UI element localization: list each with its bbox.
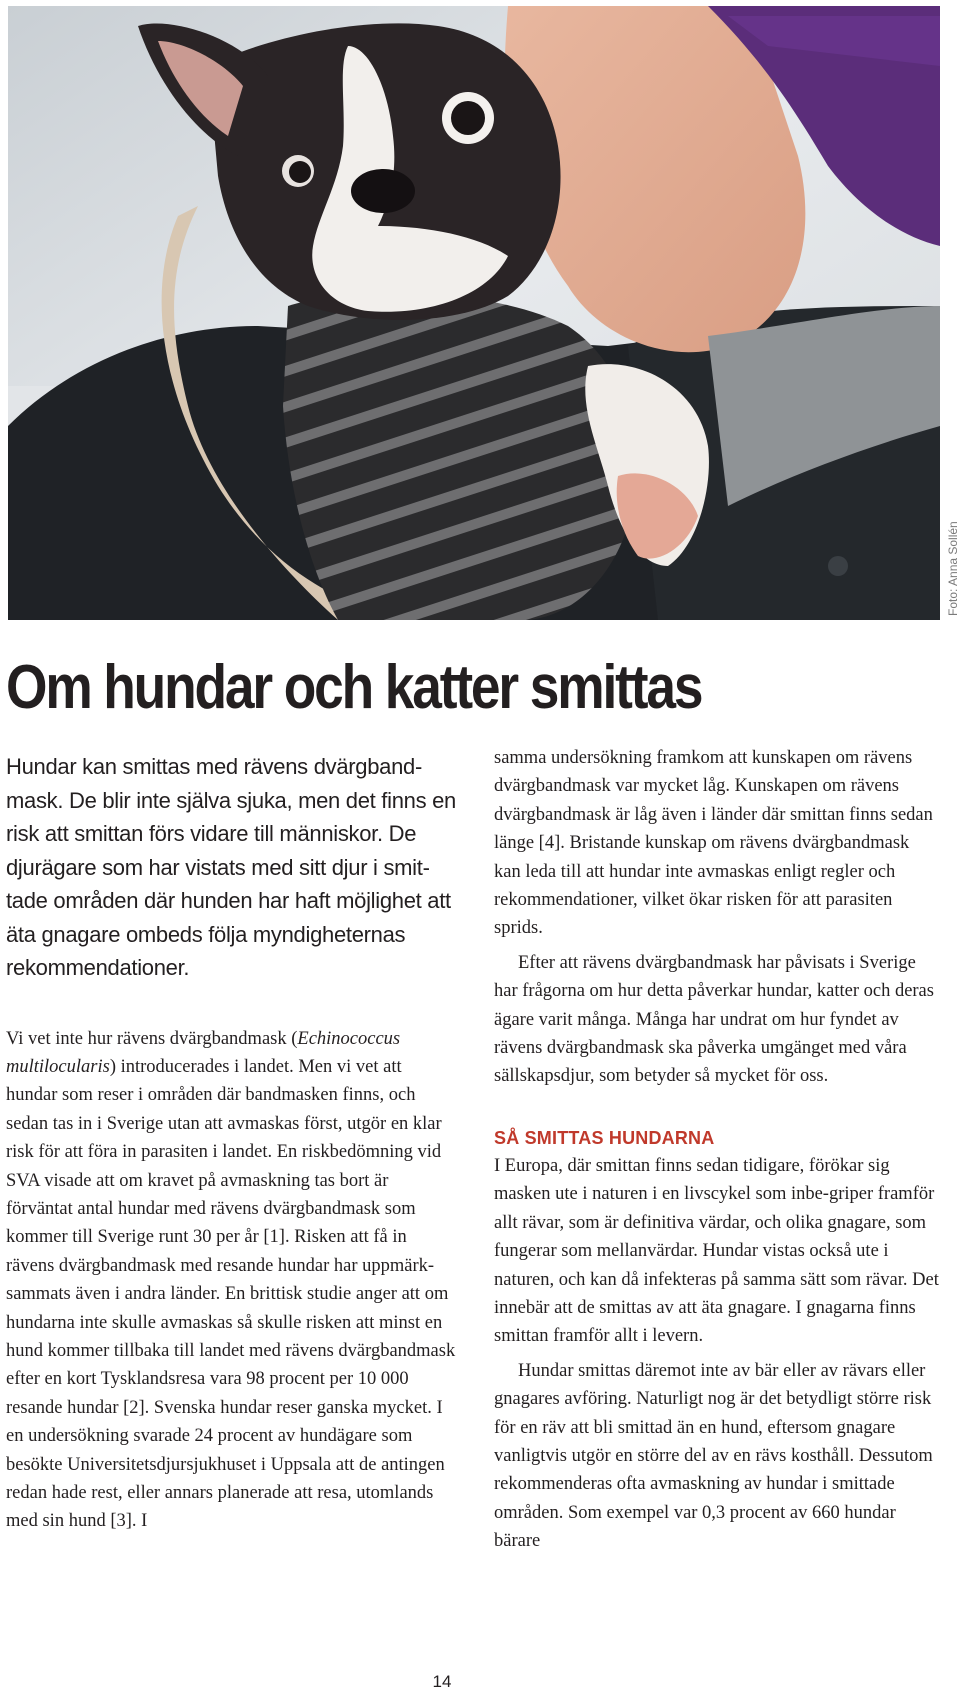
section-subheading: SÅ SMITTAS HUNDARNA xyxy=(494,1127,715,1148)
left-body-paragraph xyxy=(6,1025,456,1536)
right-paragraph-4: Hundar smittas däremot inte av bär eller av rävars eller gnagares avföring. Naturligt nog är det betydligt större risk för en räv att bli smittad än en hund, eftersom gnagare vanligtvis utgör en större del av en rävs kosthåll. Dessutom rekommenderas ofta avmaskning av hundar i smittade områden. Som exempel var 0,3 procent av 660 hundar bärare xyxy=(494,1360,933,1552)
species-name: Echinococcus multilocularis xyxy=(6,1028,401,1077)
right-paragraph-2: Efter att rävens dvärgbandmask har påvisats i Sverige har frågorna om hur detta påverkar hundar, katter och deras ägare varit många. Många har undrat om hur fyndet av rävens dvärgbandmask ska påverka umgänget med våra sällskapsdjur, som betyder så mycket för oss. xyxy=(494,952,934,1087)
left-body-text-end: ) introducerades i landet. Men vi vet att hundar som reser i områden där bandmasken finns, och sedan tas in i Sverige utan att avmaskas först, utgör en klar risk för att föra in parasiten i landet. En riskbedömning vid SVA visade att om kravet på avmaskning tas bort är förväntat antal hundar med rävens dvärgbandmask som kommer till Sverige runt 30 per år [1]. Risken att få in rävens dvärgbandmask med resande hundar har uppmärk-sammats även i andra länder. En brittisk studie anger att om hundarna inte skulle avmaskas så skulle risken att minst en hund kommer tillbaka till landet med rävens dvärgbandmask efter en kort Tysklandsresa vara 98 procent per 10 000 resande hundar [2]. Svenska hundar reser ganska mycket. I en undersökning svarade 24 procent av hundägare som besökte Universitetsdjursjukhuset i Uppsala att de antingen redan hade rest, eller annars planerade att resa, utomlands med sin hund [3]. I xyxy=(6,1056,456,1532)
page-title: Om hundar och katter smittas xyxy=(6,653,702,722)
left-body xyxy=(6,1025,456,1536)
photo-credit-text: Foto: Anna Sollén xyxy=(946,521,960,616)
right-paragraph-3: I Europa, där smittan finns sedan tidigare, förökar sig masken ute i naturen i en livscykel som inbe-griper framför allt rävar, som är definitiva värdar, och olika gnagare, som fungerar som mellanvärdar. Hundar vistas också ute i naturen, och kan då infekteras på samma sätt som rävar. Det innebär att de smittas av att äta gnagare. I gnagarna finns smittan framför allt i levern. xyxy=(494,1155,939,1347)
right-paragraph-1: samma undersökning framkom att kunskapen om rävens dvärgbandmask var mycket låg. Kunskapen om rävens dvärgbandmask är låg även i länder där smittan finns sedan länge [4]. Bristande kunskap om rävens dvärgbandmask kan leda till att hundar inte avmaskas enligt regler och rekommendationer, vilket ökar risken för att parasiten sprids. xyxy=(494,748,933,939)
page-number: 14 xyxy=(432,1672,452,1691)
photo-credit xyxy=(946,508,960,618)
hero-photo xyxy=(8,6,940,620)
lead-paragraph: Hundar kan smittas med rävens dvärgband-mask. De blir inte själva sjuka, men det finns en risk att smittan förs vidare till människor. De djurägare som har vistats med sitt djur i smit-tade områden där hunden har haft möjlighet att äta gnagare ombeds följa myndigheternas rekommendationer. xyxy=(6,754,456,980)
left-body-text-start: Vi vet inte hur rävens dvärgbandmask ( xyxy=(6,1028,298,1049)
photo-dog-and-woman-icon xyxy=(8,6,940,620)
right-column xyxy=(494,744,940,1556)
left-column xyxy=(6,750,456,1536)
